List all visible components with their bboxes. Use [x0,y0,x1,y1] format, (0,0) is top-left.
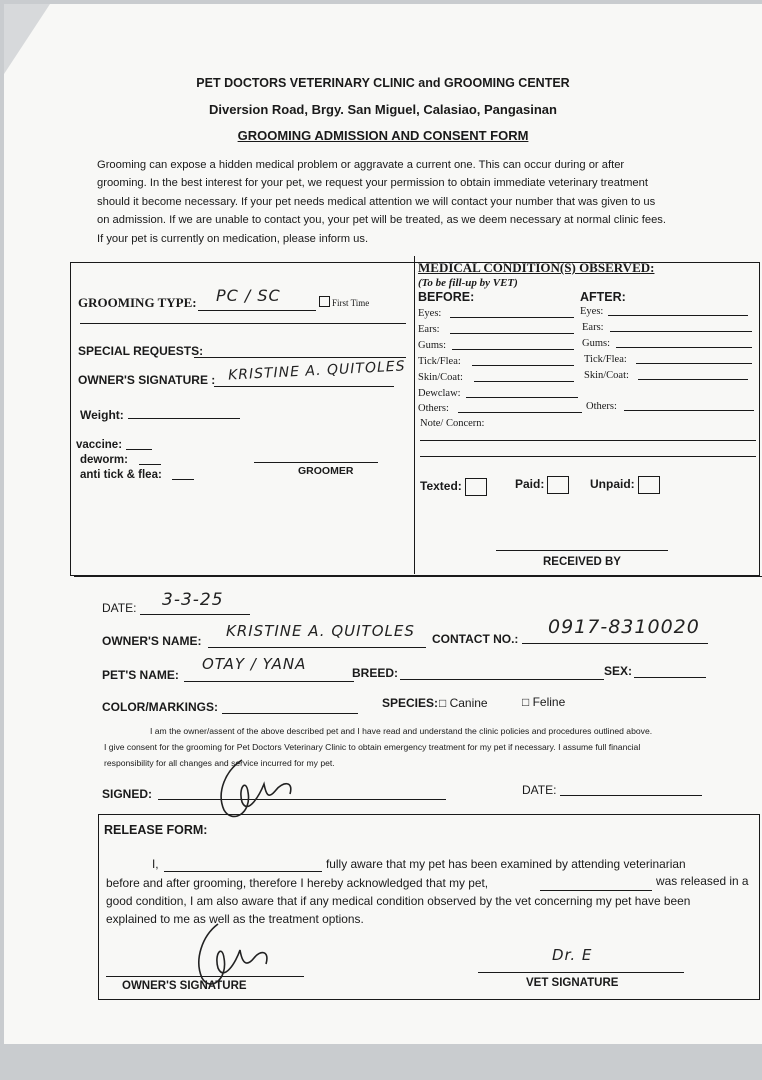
clinic-address: Diversion Road, Brgy. San Miguel, Calasiao, Pangasinan [209,102,557,117]
intro-line: If your pet is currently on medication, please inform us. [97,232,369,245]
note-line-1[interactable] [420,428,756,441]
canine-option[interactable]: □ Canine [439,696,488,710]
before-item-gums: Gums: [418,340,447,351]
medical-title: MEDICAL CONDITION(S) OBSERVED: [418,260,655,275]
before-label: BEFORE: [418,290,475,304]
received-by-field[interactable] [496,538,668,551]
before-item-others: Others: [418,403,449,414]
paid-label: Paid: [515,477,545,492]
unpaid-checkbox[interactable] [638,476,660,494]
release-owner-signature-mark [184,916,280,994]
before-item-dewclaw: Dewclaw: [418,388,461,399]
before-dewclaw-field[interactable] [466,385,578,398]
intro-paragraph [97,156,709,248]
species-label: SPECIES: [382,696,439,710]
before-others-field[interactable] [458,400,582,413]
owner-name-value: KRISTINE A. QUITOLES [226,622,415,640]
contact-value: 0917-8310020 [548,616,700,638]
texted-checkbox[interactable] [465,478,487,496]
release-line-3: good condition, I am also aware that if any medical condition observed by the vet concerning my pet have been [106,894,691,908]
color-label: COLOR/MARKINGS: [102,700,218,714]
release-owner-field[interactable] [164,857,322,872]
date-value: 3-3-25 [162,590,224,610]
sex-label: SEX: [604,664,633,678]
texted-label: Texted: [420,479,462,494]
first-time-label: First Time [332,298,370,308]
after-item-ears: Ears: [582,322,604,333]
consent-line-1: I am the owner/assent of the above described pet and I have read and understand the clinic policies and procedures outlined above. [150,726,653,736]
paid-checkbox[interactable] [547,476,569,494]
after-item-gums: Gums: [582,338,611,349]
deworm-field[interactable] [139,452,161,465]
first-time-checkbox[interactable] [319,296,330,307]
unpaid-label: Unpaid: [590,477,635,492]
after-item-skin: Skin/Coat: [584,370,629,381]
release-line-4: explained to me as well as the treatment options. [106,912,364,926]
release-line-1a: I, [152,857,159,871]
medical-subtitle: (To be fill-up by VET) [418,277,518,289]
folded-corner [4,4,50,74]
received-by-label: RECEIVED BY [543,556,621,568]
first-time-option[interactable] [319,296,369,308]
pet-name-label: PET'S NAME: [102,668,179,682]
after-tick-field[interactable] [636,351,752,364]
before-eyes-field[interactable] [450,305,574,318]
vet-signature-value: Dr. E [552,946,593,964]
signed-label: SIGNED: [102,787,153,801]
antitick-label: anti tick & flea: [80,469,162,481]
before-item-eyes: Eyes: [418,308,442,319]
owner-signature-label: OWNER'S SIGNATURE : [78,373,216,387]
consent-line-2: I give consent for the grooming for Pet Doctors Veterinary Clinic to obtain emergency treatment for my pet if necessary. I assume full financial [104,742,641,752]
grooming-type-label: GROOMING TYPE: [78,295,197,310]
date-label: DATE: [102,601,137,615]
owner-name-label: OWNER'S NAME: [102,634,202,648]
after-eyes-field[interactable] [608,303,748,316]
breed-label: BREED: [352,666,399,680]
texted-option [420,478,487,496]
before-item-tick: Tick/Flea: [418,356,461,367]
after-skin-field[interactable] [638,367,748,380]
vaccine-field[interactable] [126,437,152,450]
before-item-ears: Ears: [418,324,440,335]
consent-line-3: responsibility for all changes and service incurred for my pet. [104,758,335,768]
before-gums-field[interactable] [452,337,574,350]
intro-line: Grooming can expose a hidden medical problem or aggravate a current one. This can occur during or after [97,159,625,171]
intro-line: grooming. In the best interest for your pet, we request your permission to obtain immediate veterinary treatment [97,177,648,190]
contact-label: CONTACT NO.: [432,632,519,646]
special-requests-field[interactable] [194,343,406,358]
after-ears-field[interactable] [610,319,752,332]
note-line-2[interactable] [420,444,756,457]
groomer-label: GROOMER [298,465,354,477]
paid-option [515,476,569,494]
release-line-1b: fully aware that my pet has been examined by attending veterinarian [326,857,686,871]
grooming-divider [414,256,415,574]
release-pet-field[interactable] [540,876,652,891]
after-item-others: Others: [586,401,617,412]
weight-field[interactable] [128,404,240,419]
clinic-name: PET DOCTORS VETERINARY CLINIC and GROOMING CENTER [196,76,570,90]
after-others-field[interactable] [624,398,754,411]
unpaid-option [590,476,660,494]
owner-signature-value: KRISTINE A. QUITOLES [227,358,406,384]
sex-field[interactable] [634,663,706,678]
after-item-tick: Tick/Flea: [584,354,627,365]
grooming-type-extra-line[interactable] [80,309,406,324]
form-title: GROOMING ADMISSION AND CONSENT FORM [237,128,529,143]
antitick-field[interactable] [172,467,194,480]
breed-field[interactable] [400,665,604,680]
grooming-type-value: PC / SC [216,286,281,305]
vaccine-label: vaccine: [76,439,123,451]
consent-date-field[interactable] [560,781,702,796]
release-line-2a: before and after grooming, therefore I hereby acknowledged that my pet, [106,876,489,890]
before-skin-field[interactable] [474,369,574,382]
release-owner-signature-label: OWNER'S SIGNATURE [122,980,247,992]
color-field[interactable] [222,699,358,714]
before-ears-field[interactable] [450,321,574,334]
before-tick-field[interactable] [472,353,574,366]
intro-line: should it become necessary. If your pet needs medical attention we will contact your number that was given to us [97,195,656,208]
release-title: RELEASE FORM: [104,823,208,837]
section-divider [74,576,762,577]
form-sheet [4,4,762,1044]
note-label: Note/ Concern: [420,418,485,429]
after-label: AFTER: [580,290,626,304]
deworm-label: deworm: [80,454,128,466]
special-requests-label: SPECIAL REQUESTS: [78,344,204,358]
after-item-eyes: Eyes: [580,306,604,317]
groomer-field[interactable] [254,450,378,463]
after-gums-field[interactable] [616,335,752,348]
consent-date-label: DATE: [522,783,557,797]
release-line-2b: was released in a [656,874,749,888]
before-item-skin: Skin/Coat: [418,372,463,383]
feline-option[interactable]: □ Feline [522,695,566,709]
intro-line: on admission. If we are unable to contact you, your pet will be treated, as we deem necessary at normal clinic fees. [97,214,666,227]
pet-name-value: OTAY / YANA [202,655,307,673]
weight-label: Weight: [80,408,124,422]
vet-signature-label: VET SIGNATURE [526,977,619,989]
